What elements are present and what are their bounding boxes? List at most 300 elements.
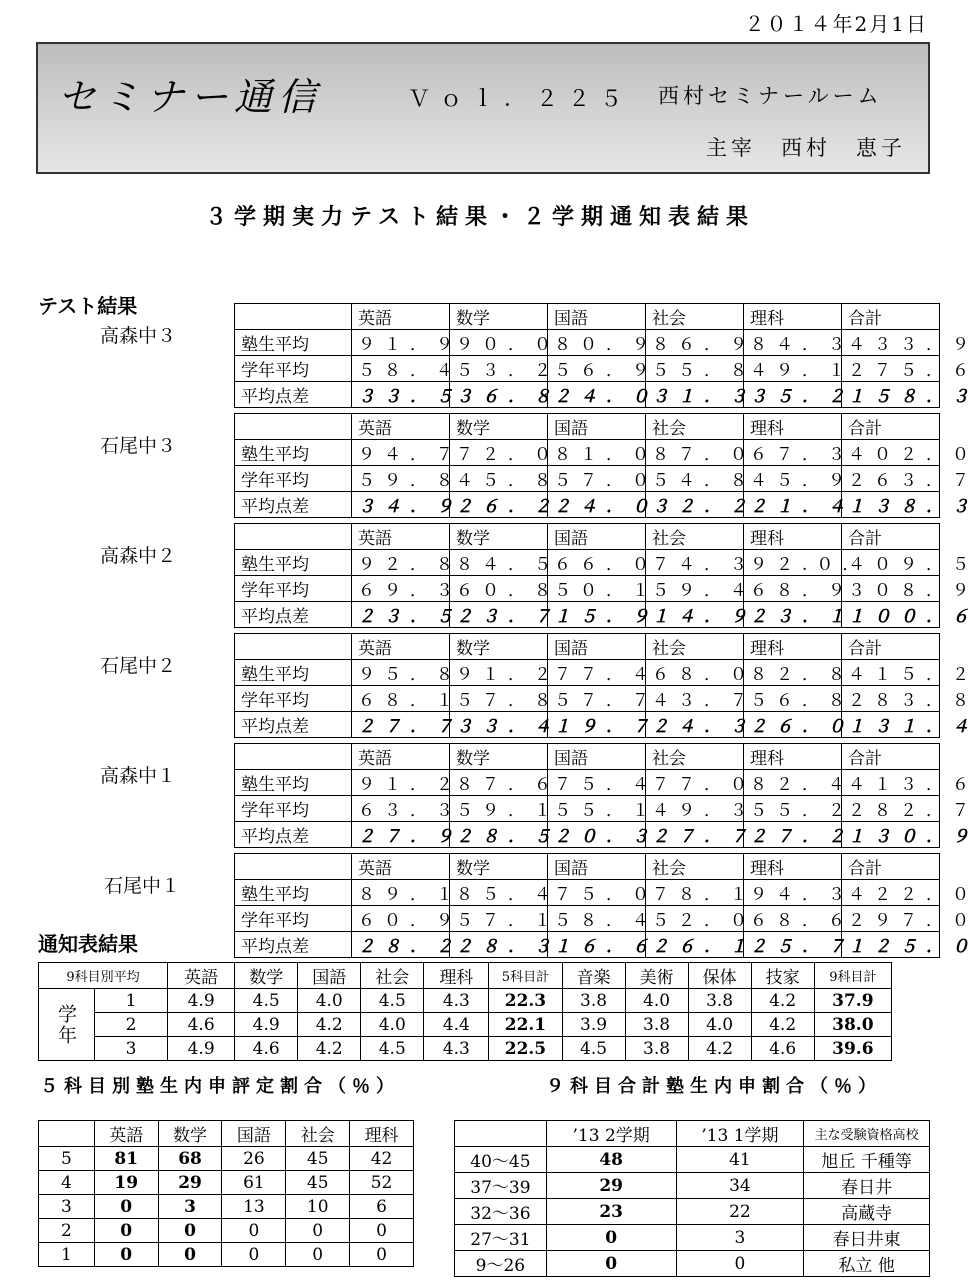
score-cell: ９０．０ [450, 330, 548, 356]
report-cell: 4.2 [751, 989, 814, 1013]
report-cell: 37.9 [814, 989, 891, 1013]
ratio9-col-header: ’13 2学期 [546, 1121, 676, 1147]
row-label: 塾生平均 [235, 440, 352, 466]
ratio5-cell: 0 [158, 1219, 222, 1243]
report-subject-header: 音楽 [562, 963, 625, 989]
report-card-table [38, 962, 892, 1061]
ratio9-cell: 0 [546, 1251, 676, 1277]
subject-header: 数学 [450, 304, 548, 330]
score-row [235, 932, 940, 958]
organization-name: 西村セミナールーム [658, 84, 883, 108]
score-cell: ６０．９ [352, 906, 450, 932]
score-cell: ２８２．７ [842, 796, 940, 822]
score-cell: ８１．０ [548, 440, 646, 466]
score-cell: ８５．４ [450, 880, 548, 906]
subject-header: 合計 [842, 744, 940, 770]
score-cell: ２６．０ [744, 712, 842, 738]
score-row [235, 770, 940, 796]
score-cell: ７５．４ [548, 770, 646, 796]
ratio5-row-label: 4 [39, 1171, 95, 1195]
row-label: 塾生平均 [235, 770, 352, 796]
ratio5-cell: 52 [350, 1171, 414, 1195]
issue-date: ２０１４年2月1日 [744, 12, 928, 36]
header-banner [36, 42, 930, 174]
grade-cell: 3 [94, 1037, 167, 1061]
ratio9-cell: 29 [546, 1173, 676, 1199]
report-cell: 4.2 [298, 1037, 361, 1061]
score-cell: ５７．０ [548, 466, 646, 492]
ratio9-cell: 41 [676, 1147, 804, 1173]
ratio5-cell: 0 [286, 1219, 350, 1243]
report-cell: 4.9 [168, 1037, 235, 1061]
score-cell: ４３３．９ [842, 330, 940, 356]
ratio5-cell: 13 [222, 1195, 286, 1219]
subject-header: 国語 [548, 524, 646, 550]
report-subject-header: 保体 [688, 963, 751, 989]
score-row [235, 880, 940, 906]
subject-header: 国語 [548, 634, 646, 660]
ratio5-cell: 45 [286, 1171, 350, 1195]
subject-header: 英語 [352, 304, 450, 330]
score-cell: ５２．０ [646, 906, 744, 932]
subject-header: 社会 [646, 634, 744, 660]
score-cell: ２３．１ [744, 602, 842, 628]
row-label: 平均点差 [235, 492, 352, 518]
score-row [235, 712, 940, 738]
score-cell: ４１５．２ [842, 660, 940, 686]
score-cell: １３０．９ [842, 822, 940, 848]
report-cell: 4.3 [424, 989, 489, 1013]
score-cell: ６９．３ [352, 576, 450, 602]
ratio5-cell: 19 [94, 1171, 158, 1195]
ratio9-row [455, 1147, 930, 1173]
school-label: 高森中３ [100, 325, 177, 347]
subject-header: 国語 [548, 744, 646, 770]
score-cell: ３３．５ [352, 382, 450, 408]
ratio5-cell: 0 [158, 1243, 222, 1267]
report-cell: 4.2 [688, 1037, 751, 1061]
report-body [39, 989, 892, 1061]
ratio9-cell: 0 [676, 1251, 804, 1277]
score-row [235, 492, 940, 518]
score-cell: ７８．１ [646, 880, 744, 906]
score-cell: ４５．８ [450, 466, 548, 492]
score-cell: ６８．９ [744, 576, 842, 602]
ratio5-cell: 0 [94, 1219, 158, 1243]
row-label: 平均点差 [235, 712, 352, 738]
score-cell: ８９．１ [352, 880, 450, 906]
school-label: 高森中２ [100, 545, 177, 567]
ratio9-cell: 春日井 [804, 1173, 930, 1199]
row-label: 平均点差 [235, 382, 352, 408]
ratio5-row-label: 3 [39, 1195, 95, 1219]
ratio9-row-label: 32～36 [455, 1199, 547, 1225]
score-corner [235, 304, 352, 330]
score-cell: ５６．８ [744, 686, 842, 712]
score-cell: ６８．０ [646, 660, 744, 686]
report-subject-header: 9科目計 [814, 963, 891, 989]
score-cell: ６８．６ [744, 906, 842, 932]
subject-header: 数学 [450, 634, 548, 660]
score-cell: ４５．９ [744, 466, 842, 492]
report-cell: 4.6 [235, 1037, 298, 1061]
score-cell: ２８３．８ [842, 686, 940, 712]
ratio9-cell: 3 [676, 1225, 804, 1251]
score-header-row [235, 524, 940, 550]
subject-header: 英語 [352, 524, 450, 550]
score-cell: １５８．３ [842, 382, 940, 408]
report-row [39, 989, 892, 1013]
score-cell: ８４．５ [450, 550, 548, 576]
row-label: 平均点差 [235, 932, 352, 958]
score-corner [235, 634, 352, 660]
ratio5-cell: 0 [222, 1219, 286, 1243]
grade-cell: 2 [94, 1013, 167, 1037]
grade-side-label: 学年 [39, 989, 95, 1061]
score-row [235, 822, 940, 848]
score-cell: ５８．４ [548, 906, 646, 932]
score-cell: ３５．２ [744, 382, 842, 408]
score-cell: ２７．２ [744, 822, 842, 848]
score-cell: ２８．５ [450, 822, 548, 848]
score-cell: ４０９．５ [842, 550, 940, 576]
score-cell: ８４．３ [744, 330, 842, 356]
score-cell: ２３．７ [450, 602, 548, 628]
ratio5-row [39, 1147, 414, 1171]
ratio5-cell: 0 [222, 1243, 286, 1267]
score-table [234, 633, 978, 738]
ratio9-row-label: 37～39 [455, 1173, 547, 1199]
score-cell: ６７．３ [744, 440, 842, 466]
score-cell: １６．６ [548, 932, 646, 958]
newsletter-title: セミナー通信 [58, 75, 323, 119]
ratio9-row-label: 9～26 [455, 1251, 547, 1277]
ratio5-cell: 3 [158, 1195, 222, 1219]
score-row [235, 440, 940, 466]
report-cell: 3.8 [625, 1013, 688, 1037]
row-label: 平均点差 [235, 602, 352, 628]
score-cell: ２８．２ [352, 932, 450, 958]
ratio9-row-label: 40～45 [455, 1147, 547, 1173]
score-cell: ５５．２ [744, 796, 842, 822]
subject-header: 社会 [646, 524, 744, 550]
report-cell: 38.0 [814, 1013, 891, 1037]
report-cell: 4.5 [361, 1037, 424, 1061]
score-cell: ２３．５ [352, 602, 450, 628]
ratio5-col-header: 国語 [222, 1121, 286, 1147]
score-cell: ５７．１ [450, 906, 548, 932]
ratio5-header-row [39, 1121, 414, 1147]
score-cell: ５３．２ [450, 356, 548, 382]
ratio5-cell: 26 [222, 1147, 286, 1171]
score-cell: ７５．０ [548, 880, 646, 906]
ratio9-row-label: 27～31 [455, 1225, 547, 1251]
volume-number: Ｖｏｌ．２２５ [408, 87, 633, 112]
subject-header: 社会 [646, 744, 744, 770]
score-cell: ２６．２ [450, 492, 548, 518]
score-cell: ９４．７ [352, 440, 450, 466]
ratio9-corner [455, 1121, 547, 1147]
report-cell: 4.0 [688, 1013, 751, 1037]
ratio5-row-label: 5 [39, 1147, 95, 1171]
subject-header: 社会 [646, 304, 744, 330]
ratio9-cell: 34 [676, 1173, 804, 1199]
row-label: 平均点差 [235, 822, 352, 848]
row-label: 塾生平均 [235, 550, 352, 576]
score-cell: ２４．０ [548, 492, 646, 518]
ratio5-cell: 29 [158, 1171, 222, 1195]
report-subject-header: 国語 [298, 963, 361, 989]
score-cell: ５８．４ [352, 356, 450, 382]
ratio5-col-header: 英語 [94, 1121, 158, 1147]
report-subject-header: 5科目計 [489, 963, 562, 989]
score-cell: ９２．８ [352, 550, 450, 576]
score-row [235, 356, 940, 382]
score-header-row [235, 304, 940, 330]
score-cell: ６３．３ [352, 796, 450, 822]
score-row [235, 686, 940, 712]
ratio5-col-header: 数学 [158, 1121, 222, 1147]
score-cell: ７７．４ [548, 660, 646, 686]
report-subject-header: 数学 [235, 963, 298, 989]
report-cell: 4.5 [361, 989, 424, 1013]
grade-cell: 1 [94, 989, 167, 1013]
report-cell: 4.6 [751, 1037, 814, 1061]
school-label: 石尾中３ [100, 435, 177, 457]
score-row [235, 906, 940, 932]
subject-header: 理科 [744, 304, 842, 330]
score-row [235, 382, 940, 408]
score-table [234, 523, 978, 628]
report-cell: 22.1 [489, 1013, 562, 1037]
report-cell: 4.2 [298, 1013, 361, 1037]
report-cell: 3.8 [562, 989, 625, 1013]
score-row [235, 550, 940, 576]
score-cell: １３１．４ [842, 712, 940, 738]
score-cell: １３８．３ [842, 492, 940, 518]
row-label: 学年平均 [235, 906, 352, 932]
ratio9-cell: 旭丘 千種等 [804, 1147, 930, 1173]
subject-header: 国語 [548, 414, 646, 440]
subject-header: 理科 [744, 744, 842, 770]
ratio5-cell: 61 [222, 1171, 286, 1195]
ratio5-col-header: 理科 [350, 1121, 414, 1147]
ratio5-col-header: 社会 [286, 1121, 350, 1147]
ratio9-row [455, 1173, 930, 1199]
score-cell: ８７．０ [646, 440, 744, 466]
score-cell: ８０．９ [548, 330, 646, 356]
ratio9-cell: 0 [546, 1225, 676, 1251]
score-cell: ４３．７ [646, 686, 744, 712]
report-subject-header: 美術 [625, 963, 688, 989]
report-corner: 9科目別平均 [39, 963, 168, 989]
row-label: 学年平均 [235, 356, 352, 382]
report-subject-header: 社会 [361, 963, 424, 989]
score-row [235, 602, 940, 628]
score-cell: ４０２．０ [842, 440, 940, 466]
subject-header: 数学 [450, 414, 548, 440]
subject-header: 理科 [744, 414, 842, 440]
score-cell: ２５．７ [744, 932, 842, 958]
row-label: 塾生平均 [235, 660, 352, 686]
score-cell: ６８．１ [352, 686, 450, 712]
score-corner [235, 414, 352, 440]
subject-header: 英語 [352, 854, 450, 880]
report-cell: 4.5 [562, 1037, 625, 1061]
score-cell: ５７．８ [450, 686, 548, 712]
report-row [39, 1037, 892, 1061]
score-row [235, 466, 940, 492]
score-corner [235, 524, 352, 550]
score-cell: ９５．８ [352, 660, 450, 686]
report-cell: 4.4 [424, 1013, 489, 1037]
score-cell: ３３．４ [450, 712, 548, 738]
subject-header: 合計 [842, 634, 940, 660]
score-header-row [235, 634, 940, 660]
report-cell: 4.3 [424, 1037, 489, 1061]
ratio9-header-row [455, 1121, 930, 1147]
score-table [234, 853, 978, 958]
report-cell: 39.6 [814, 1037, 891, 1061]
row-label: 塾生平均 [235, 880, 352, 906]
score-cell: ５７．７ [548, 686, 646, 712]
score-cell: ４９．３ [646, 796, 744, 822]
ratio5-cell: 0 [94, 1195, 158, 1219]
ratio5-row [39, 1219, 414, 1243]
score-cell: ４９．１ [744, 356, 842, 382]
school-label: 石尾中１ [104, 875, 181, 897]
ratio5-cell: 10 [286, 1195, 350, 1219]
score-cell: １５．９ [548, 602, 646, 628]
subject-header: 英語 [352, 634, 450, 660]
score-cell: ４２２．０ [842, 880, 940, 906]
score-header-row [235, 744, 940, 770]
score-row [235, 330, 940, 356]
ratio9-row [455, 1199, 930, 1225]
ratio5-cell: 6 [350, 1195, 414, 1219]
score-cell: ３２．２ [646, 492, 744, 518]
subject-header: 理科 [744, 524, 842, 550]
school-label: 高森中１ [100, 765, 177, 787]
subject-header: 国語 [548, 854, 646, 880]
report-cell: 4.9 [235, 1013, 298, 1037]
report-cell: 22.5 [489, 1037, 562, 1061]
score-cell: ３４．９ [352, 492, 450, 518]
ratio9-cell: 春日井東 [804, 1225, 930, 1251]
ratio9-cell: 高蔵寺 [804, 1199, 930, 1225]
report-cell: 3.9 [562, 1013, 625, 1037]
subject-header: 社会 [646, 854, 744, 880]
score-cell: １２５．０ [842, 932, 940, 958]
row-label: 塾生平均 [235, 330, 352, 356]
ratio5-row [39, 1195, 414, 1219]
row-label: 学年平均 [235, 576, 352, 602]
school-label: 石尾中２ [100, 655, 177, 677]
report-cell: 4.2 [751, 1013, 814, 1037]
ratio9-cell: 23 [546, 1199, 676, 1225]
score-cell: ７２．０ [450, 440, 548, 466]
score-corner [235, 744, 352, 770]
score-cell: ８７．６ [450, 770, 548, 796]
subject-header: 理科 [744, 634, 842, 660]
subject-header: 数学 [450, 854, 548, 880]
row-label: 学年平均 [235, 466, 352, 492]
score-cell: ７７．０ [646, 770, 744, 796]
host-name: 主宰 西村 恵子 [706, 136, 906, 160]
report-cell: 4.0 [298, 989, 361, 1013]
score-cell: ９１．２ [352, 770, 450, 796]
report-cell: 3.8 [688, 989, 751, 1013]
subject-header: 合計 [842, 524, 940, 550]
ratio5-cell: 0 [350, 1243, 414, 1267]
subject-header: 数学 [450, 744, 548, 770]
ratio5-row-label: 2 [39, 1219, 95, 1243]
page-subtitle: ３学期実力テスト結果・２学期通知表結果 [204, 204, 756, 230]
ratio9-heading: ９科目合計塾生内申割合（％） [546, 1076, 882, 1097]
score-cell: ５９．４ [646, 576, 744, 602]
ratio5-cell: 0 [286, 1243, 350, 1267]
report-cell: 22.3 [489, 989, 562, 1013]
score-cell: ５５．８ [646, 356, 744, 382]
ratio5-body [39, 1147, 414, 1267]
ratio9-row [455, 1251, 930, 1277]
score-cell: ５５．１ [548, 796, 646, 822]
report-results-label: 通知表結果 [38, 932, 138, 956]
test-results-label: テスト結果 [38, 294, 138, 318]
report-cell: 4.0 [625, 989, 688, 1013]
subject-header: 国語 [548, 304, 646, 330]
score-cell: １９．７ [548, 712, 646, 738]
subject-header: 合計 [842, 304, 940, 330]
report-row [39, 1013, 892, 1037]
subject-header: 英語 [352, 744, 450, 770]
score-cell: １００．６ [842, 602, 940, 628]
score-cell: １４．９ [646, 602, 744, 628]
score-cell: ２７．７ [352, 712, 450, 738]
subject-header: 数学 [450, 524, 548, 550]
report-cell: 4.5 [235, 989, 298, 1013]
ratio5-table [38, 1120, 414, 1267]
score-cell: ９４．３ [744, 880, 842, 906]
row-label: 学年平均 [235, 796, 352, 822]
score-table [234, 413, 978, 518]
subject-header: 理科 [744, 854, 842, 880]
score-header-row [235, 414, 940, 440]
score-row [235, 796, 940, 822]
score-cell: ５４．８ [646, 466, 744, 492]
score-cell: ２７．７ [646, 822, 744, 848]
score-cell: ６６．０ [548, 550, 646, 576]
ratio9-col-header: ’13 1学期 [676, 1121, 804, 1147]
score-cell: ５６．９ [548, 356, 646, 382]
score-cell: ２１．４ [744, 492, 842, 518]
row-label: 学年平均 [235, 686, 352, 712]
ratio5-corner [39, 1121, 95, 1147]
score-table [234, 303, 978, 408]
report-cell: 4.6 [168, 1013, 235, 1037]
score-cell: ５９．１ [450, 796, 548, 822]
score-cell: ５０．１ [548, 576, 646, 602]
score-cell: ２９７．０ [842, 906, 940, 932]
subject-header: 英語 [352, 414, 450, 440]
score-cell: ２４．０ [548, 382, 646, 408]
ratio5-row [39, 1171, 414, 1195]
ratio9-cell: 48 [546, 1147, 676, 1173]
ratio5-cell: 0 [350, 1219, 414, 1243]
score-cell: ８６．９ [646, 330, 744, 356]
score-cell: ９１．９ [352, 330, 450, 356]
score-cell: ２７５．６ [842, 356, 940, 382]
